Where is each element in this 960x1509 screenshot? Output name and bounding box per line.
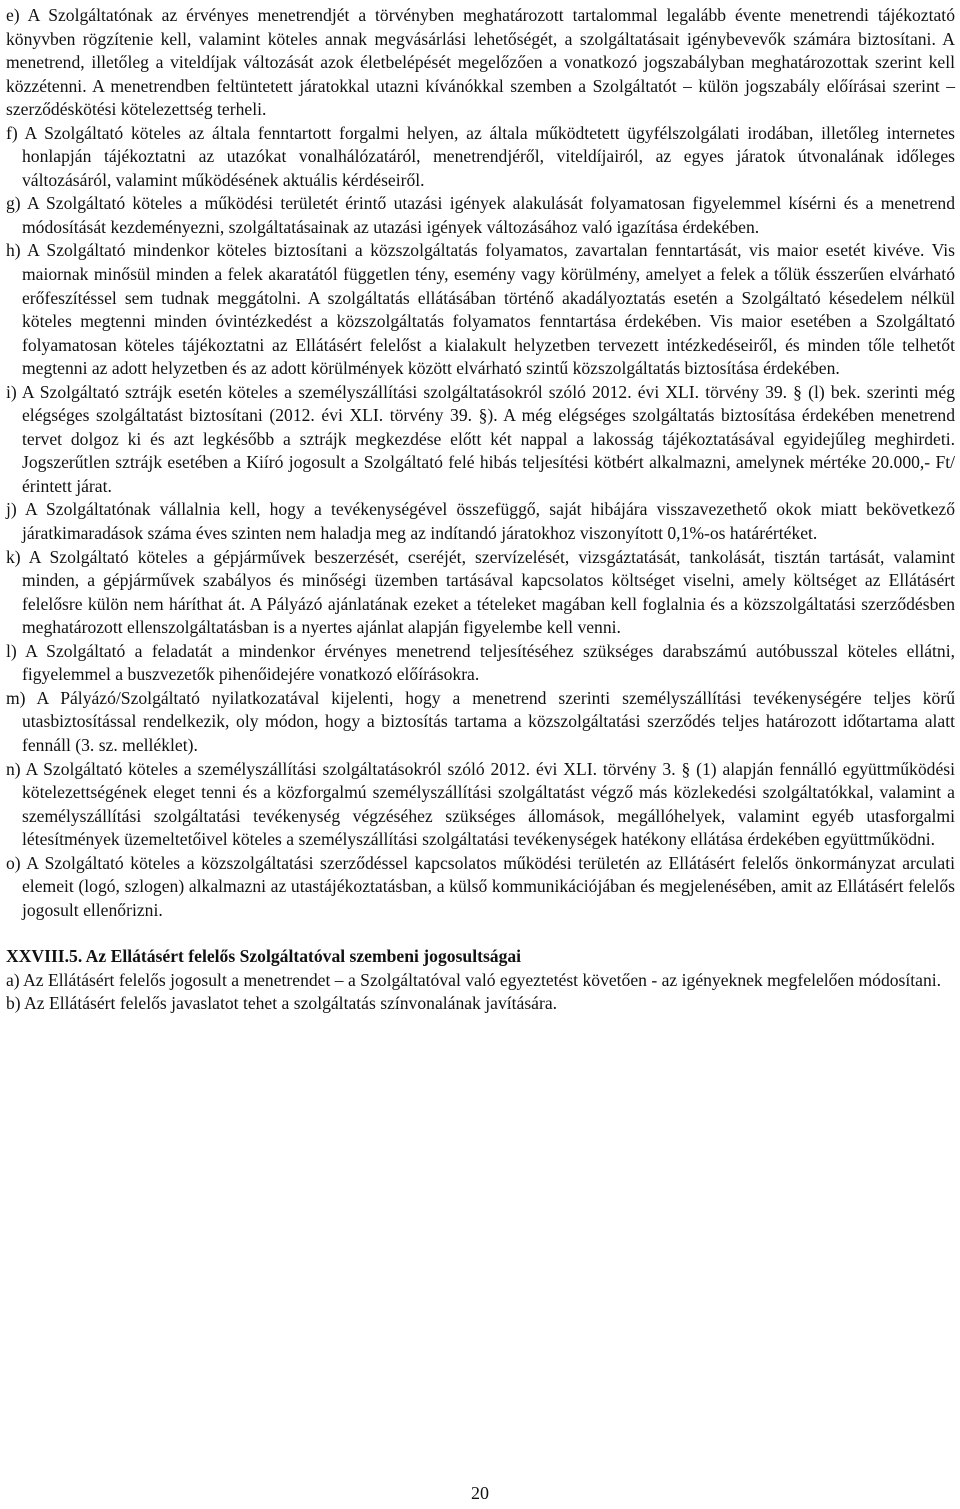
paragraph-i: i) A Szolgáltató sztrájk esetén köteles a személyszállítási szolgáltatásokról szóló 2012. évi XLI. törvény 39. § (l) bek. szerinti még elégséges szolgáltatást biztosítani (2012. évi XLI. törvény 39. §). A még elégséges szolgáltatás biztosítása érdekében menetrend tervet dolgoz ki és azt legkésőbb a sztrájk megkezdése előtt két nappal a lakosság tájékoztatásával egyidejűleg meghirdeti. Jogszerűtlen sztrájk esetében a Kiíró jogosult a Szolgáltató felé hibás teljesítési kötbért alkalmazni, amelynek mértéke 20.000,- Ft/érintett járat. (6, 381, 955, 496)
document-page (6, 4, 955, 1016)
paragraph-n: n) A Szolgáltató köteles a személyszállítási szolgáltatásokról szóló 2012. évi XLI. törvény 3. § (1) alapján fennálló együttműködési kötelezettségének eleget tenni és a közforgalmú személyszállítási szolgáltatást végző más közlekedési szolgáltatókkal, valamint a személyszállítási szolgáltatási tevékenység végzéséhez szükséges állomások, megállóhelyek, valamint egyéb utasforgalmi létesítmények üzemeltetőivel köteles a személyszállítási szolgáltatási tevékenységek hatékony ellátása érdekében együttműködni. (6, 758, 955, 850)
paragraph-k: k) A Szolgáltató köteles a gépjárművek beszerzését, cseréjét, szervízelését, vizsgáztatását, tankolását, tisztán tartását, valamint minden, a gépjárművek szabályos és minőségi üzemben tartásával kapcsolatos költséget viselni, amely költséget az Ellátásért felelősre külön nem háríthat át. A Pályázó ajánlatának ezeket a tételeket magában kell foglalnia és a közszolgáltatási szerződésben meghatározott ellenszolgáltatásban is a nyertes ajánlat alapján figyelembe kell venni. (6, 546, 955, 638)
page-number: 20 (471, 1483, 489, 1503)
paragraph-f: f) A Szolgáltató köteles az általa fenntartott forgalmi helyen, az általa működtetett ügyfélszolgálati irodában, illetőleg internetes honlapján tájékoztatni az utazókat vonalhálózatáról, menetrendjéről, viteldíjairól, az egyes járatok útvonalának időleges változásáról, valamint működésének aktuális kérdéseiről. (6, 122, 955, 190)
paragraph-h: h) A Szolgáltató mindenkor köteles biztosítani a közszolgáltatás folyamatos, zavartalan fenntartását, vis maior esetét kivéve. Vis maiornak minősül minden a felek akaratától független tény, esemény vagy körülmény, amelyet a felek a tőlük ésszerűen elvárható erőfeszítéssel sem tudnak meggátolni. A szolgáltatás ellátásában történő akadályoztatás esetén a Szolgáltató késedelem nélkül köteles megtenni minden óvintézkedést a közszolgáltatás folyamatos fenntartása érdekében. Vis maior esetében a Szolgáltató folyamatosan köteles tájékoztatni az Ellátásért felelőst a kialakult helyzetben tervezett intézkedéseiről, és minden tőle telhetőt megtenni az adott helyzetben és az adott körülmények között elvárható szintű közszolgáltatás biztosítása érdekében. (6, 240, 955, 379)
paragraph-o: o) A Szolgáltató köteles a közszolgáltatási szerződéssel kapcsolatos működési területén az Ellátásért felelős önkormányzat arculati elemeit (logó, szlogen) alkalmazni az utastájékoztatásban, a külső kommunikációjában és megjelenésében, amit az Ellátásért felelős jogosult ellenőrizni. (6, 852, 955, 920)
paragraph-spacer (6, 922, 955, 945)
paragraph-g: g) A Szolgáltató köteles a működési területét érintő utazási igények alakulását folyamatosan figyelemmel kísérni és a menetrend módosítását kezdeményezni, szolgáltatásainak az utazási igények változásához való igazítása érdekében. (6, 193, 955, 237)
paragraph-m: m) A Pályázó/Szolgáltató nyilatkozatával kijelenti, hogy a menetrend szerinti személyszállítási tevékenységére teljes körű utasbiztosítással rendelkezik, oly módon, hogy a biztosítás tartama a közszolgáltatási szerződés teljes határozott időtartama alatt fennáll (3. sz. melléklet). (6, 687, 955, 755)
section-paragraph-b: b) Az Ellátásért felelős javaslatot tehet a szolgáltatás színvonalának javítására. (6, 993, 558, 1014)
section-paragraph-a: a) Az Ellátásért felelős jogosult a menetrendet – a Szolgáltatóval való egyeztetést követően - az igényeknek megfelelően módosítani. (6, 969, 942, 990)
paragraph-l: l) A Szolgáltató a feladatát a mindenkor érvényes menetrend teljesítéséhez szükséges darabszámú autóbusszal köteles ellátni, figyelemmel a buszvezetők pihenőidejére vonatkozó előírásokra. (6, 640, 955, 685)
section-heading: XXVIII.5. Az Ellátásért felelős Szolgáltatóval szembeni jogosultságai (6, 946, 522, 967)
paragraph-e: e) A Szolgáltatónak az érvényes menetrendjét a törvényben meghatározott tartalommal legalább évente menetrendi tájékoztató könyvben rögzítenie kell, valamint köteles annak megvásárlási lehetőségét, a szolgáltatásait igénybevevők számára biztosítani. A menetrend, illetőleg a viteldíjak változását azok életbelépését megelőzően a vonatkozó jogszabályban meghatározottak szerint kell közzétenni. A menetrendben feltüntetett járatokkal utazni kívánókkal szemben a Szolgáltatót – külön jogszabály előírásai szerint – szerződéskötési kötelezettség terheli. (6, 5, 955, 120)
paragraph-j: j) A Szolgáltatónak vállalnia kell, hogy a tevékenységével összefüggő, saját hibájára visszavezethető okok miatt bekövetkező járatkimaradások száma éves szinten nem haladja meg az indítandó járatokhoz viszonyított 0,1%-os határértéket. (6, 499, 955, 544)
